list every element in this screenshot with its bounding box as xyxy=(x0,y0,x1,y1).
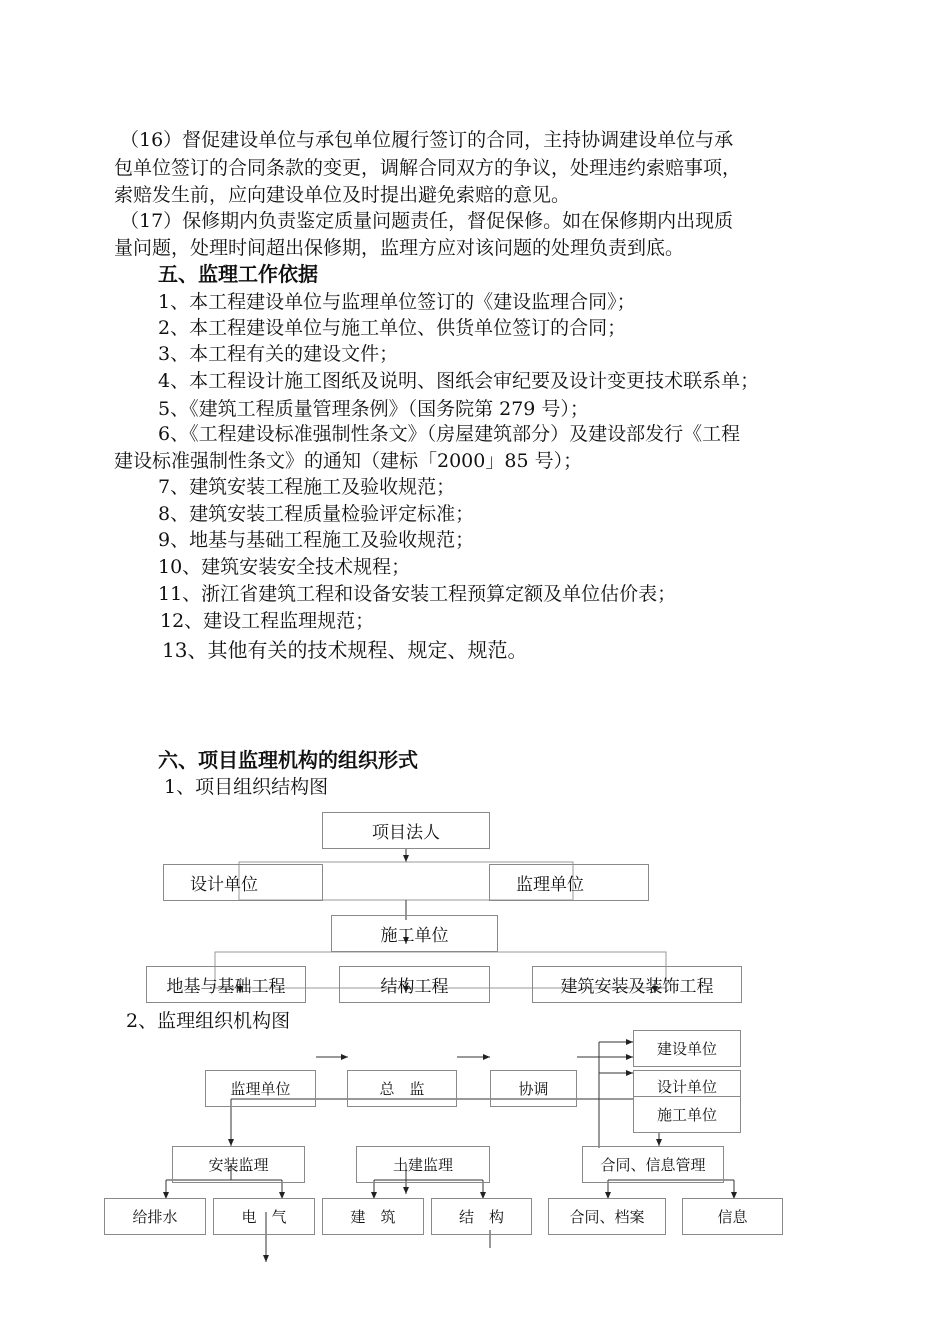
installation-decoration-box: 建筑安装及装饰工程 xyxy=(532,966,742,1003)
construction-unit-box: 施工单位 xyxy=(331,915,498,952)
installation-supervision-box: 安装监理 xyxy=(172,1146,305,1183)
basis-item: 10、建筑安装安全技术规程； xyxy=(158,556,411,578)
chart-2-title: 2、监理组织机构图 xyxy=(126,1010,291,1032)
contract-info-management-box: 合同、信息管理 xyxy=(582,1146,724,1183)
design-unit-box: 设计单位 xyxy=(163,864,323,901)
coordination-box: 协调 xyxy=(490,1070,577,1107)
basis-item: 11、浙江省建筑工程和设备安装工程预算定额及单位估价表； xyxy=(158,583,677,605)
plumbing-box: 给排水 xyxy=(104,1198,206,1235)
electrical-box: 电 气 xyxy=(213,1198,315,1235)
basis-item: 7、建筑安装工程施工及验收规范； xyxy=(158,476,456,498)
basis-item: 12、建设工程监理规范； xyxy=(160,610,375,632)
design-unit-box-2: 设计单位 xyxy=(633,1070,741,1103)
basis-item: 6、《工程建设标准强制性条文》（房屋建筑部分）及建设部发行《工程 xyxy=(158,423,741,445)
section-5-heading: 五、监理工作依据 xyxy=(158,262,318,286)
basis-item: 1、本工程建设单位与监理单位签订的《建设监理合同》； xyxy=(158,291,636,313)
basis-item: 8、建筑安装工程质量检验评定标准； xyxy=(158,503,475,525)
supervision-unit-box-2: 监理单位 xyxy=(205,1070,316,1107)
structure-box: 结 构 xyxy=(431,1198,532,1235)
basis-item: 4、本工程设计施工图纸及说明、图纸会审纪要及设计变更技术联系单； xyxy=(158,370,760,392)
paragraph-16-line-2: 包单位签订的合同条款的变更，调解合同双方的争议，处理违约索赔事项， xyxy=(114,157,742,179)
basis-item: 5、《建筑工程质量管理条例》（国务院第 279 号）； xyxy=(158,398,589,420)
paragraph-17-line-1: （17）保修期内负责鉴定质量问题责任，督促保修。如在保修期内出现质 xyxy=(120,210,734,232)
paragraph-16-line-1: （16）督促建设单位与承包单位履行签订的合同，主持协调建设单位与承 xyxy=(120,129,734,151)
paragraph-16-line-3: 索赔发生前，应向建设单位及时提出避免索赔的意见。 xyxy=(114,184,571,206)
information-box: 信息 xyxy=(682,1198,783,1235)
basis-item: 3、本工程有关的建设文件； xyxy=(158,343,399,365)
structural-engineering-box: 结构工程 xyxy=(339,966,490,1003)
contractor-unit-box: 施工单位 xyxy=(633,1096,741,1133)
section-6-heading: 六、项目监理机构的组织形式 xyxy=(158,748,418,772)
chart-1-title: 1、项目组织结构图 xyxy=(164,776,329,798)
basis-item-continued: 建设标准强制性条文》的通知（建标「2000」85 号）； xyxy=(114,450,583,472)
building-box: 建 筑 xyxy=(322,1198,424,1235)
owner-unit-box: 建设单位 xyxy=(633,1030,741,1067)
basis-item: 9、地基与基础工程施工及验收规范； xyxy=(158,529,475,551)
basis-item: 13、其他有关的技术规程、规定、规范。 xyxy=(162,638,528,662)
civil-supervision-box: 土建监理 xyxy=(356,1146,490,1183)
legal-person-box: 项目法人 xyxy=(322,812,490,849)
contract-archive-box: 合同、档案 xyxy=(548,1198,666,1235)
basis-item: 2、本工程建设单位与施工单位、供货单位签订的合同； xyxy=(158,317,627,339)
supervision-unit-box: 监理单位 xyxy=(489,864,649,901)
chief-supervisor-box: 总 监 xyxy=(347,1070,457,1107)
foundation-engineering-box: 地基与基础工程 xyxy=(146,966,306,1003)
paragraph-17-line-2: 量问题，处理时间超出保修期，监理方应对该问题的处理负责到底。 xyxy=(114,237,685,259)
